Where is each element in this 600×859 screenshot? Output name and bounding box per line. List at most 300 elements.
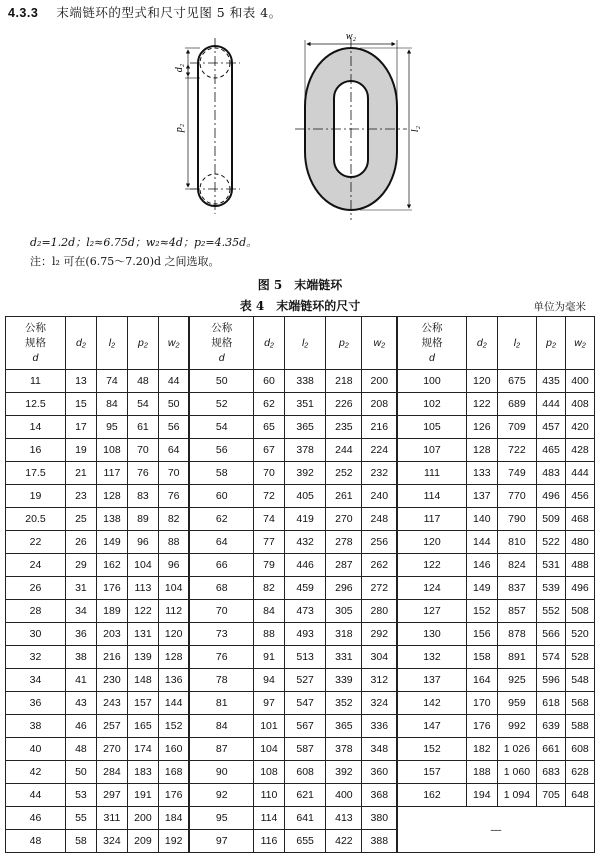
table-cell: 270 [326, 508, 362, 531]
table-row [6, 462, 595, 485]
table-cell: 194 [466, 784, 497, 807]
table-cell: 19 [6, 485, 66, 508]
table-cell: 19 [65, 439, 96, 462]
table-cell: 62 [189, 508, 253, 531]
p2-label: p₂ [174, 123, 185, 133]
table-cell: 43 [65, 692, 96, 715]
table-cell: 432 [284, 531, 325, 554]
table-cell: 56 [189, 439, 253, 462]
table-row [6, 370, 595, 393]
table-cell: 22 [6, 531, 66, 554]
table-cell: 639 [537, 715, 566, 738]
table-cell: 468 [566, 508, 595, 531]
table-cell: 548 [566, 669, 595, 692]
header-cell: l₂ [284, 317, 325, 370]
table-cell: 465 [537, 439, 566, 462]
table-cell: 522 [537, 531, 566, 554]
table-row [6, 485, 595, 508]
table-cell: 338 [284, 370, 325, 393]
table-cell: 587 [284, 738, 325, 761]
table-cell: 456 [566, 485, 595, 508]
table-cell: 596 [537, 669, 566, 692]
empty-cell: — [397, 807, 594, 853]
table-cell: 400 [566, 370, 595, 393]
header-cell: w₂ [362, 317, 397, 370]
table-cell: 16 [6, 439, 66, 462]
table-cell: 162 [96, 554, 127, 577]
table-cell: 26 [6, 577, 66, 600]
table-cell: 128 [158, 646, 189, 669]
table-cell: 200 [127, 807, 158, 830]
table-cell: 108 [253, 761, 284, 784]
table-cell: 148 [127, 669, 158, 692]
table-cell: 30 [6, 623, 66, 646]
table-cell: 689 [497, 393, 536, 416]
table-cell: 331 [326, 646, 362, 669]
d2-label: d₂ [174, 63, 185, 73]
table-cell: 70 [127, 439, 158, 462]
table-row [6, 416, 595, 439]
table-cell: 60 [189, 485, 253, 508]
table-cell: 120 [158, 623, 189, 646]
table-cell: 14 [6, 416, 66, 439]
table-cell: 130 [397, 623, 466, 646]
table-cell: 104 [127, 554, 158, 577]
table-cell: 144 [466, 531, 497, 554]
table-cell: 351 [284, 393, 325, 416]
table-cell: 38 [65, 646, 96, 669]
table-cell: 496 [566, 577, 595, 600]
table-cell: 44 [158, 370, 189, 393]
table-cell: 149 [466, 577, 497, 600]
table-cell: 837 [497, 577, 536, 600]
table-cell: 318 [326, 623, 362, 646]
table-cell: 235 [326, 416, 362, 439]
table-cell: 72 [253, 485, 284, 508]
table-cell: 112 [158, 600, 189, 623]
table-cell: 104 [158, 577, 189, 600]
table-cell: 140 [466, 508, 497, 531]
table-cell: 352 [326, 692, 362, 715]
table-cell: 857 [497, 600, 536, 623]
table-cell: 34 [6, 669, 66, 692]
table-cell: 24 [6, 554, 66, 577]
table-cell: 388 [362, 830, 397, 853]
table-cell: 312 [362, 669, 397, 692]
table-cell: 189 [96, 600, 127, 623]
table-cell: 176 [158, 784, 189, 807]
table-cell: 304 [362, 646, 397, 669]
table-cell: 126 [466, 416, 497, 439]
table-cell: 531 [537, 554, 566, 577]
table-cell: 566 [537, 623, 566, 646]
table-cell: 420 [566, 416, 595, 439]
table-cell: 104 [253, 738, 284, 761]
table-cell: 459 [284, 577, 325, 600]
table-cell: 82 [158, 508, 189, 531]
table-cell: 83 [127, 485, 158, 508]
table-cell: 88 [158, 531, 189, 554]
table-row [6, 623, 595, 646]
header-cell: l₂ [96, 317, 127, 370]
table-header-row [6, 317, 595, 370]
table-cell: 568 [566, 692, 595, 715]
table-cell: 232 [362, 462, 397, 485]
table-cell: 17 [65, 416, 96, 439]
table-cell: 82 [253, 577, 284, 600]
table-cell: 84 [96, 393, 127, 416]
table-cell: 162 [397, 784, 466, 807]
table-cell: 226 [326, 393, 362, 416]
table-cell: 261 [326, 485, 362, 508]
header-cell: p₂ [326, 317, 362, 370]
table-cell: 824 [497, 554, 536, 577]
table-cell: 76 [127, 462, 158, 485]
table-cell: 70 [189, 600, 253, 623]
table-cell: 165 [127, 715, 158, 738]
table-cell: 218 [326, 370, 362, 393]
table-cell: 40 [6, 738, 66, 761]
table-cell: 79 [253, 554, 284, 577]
table-cell: 102 [397, 393, 466, 416]
table-cell: 365 [326, 715, 362, 738]
table-cell: 272 [362, 577, 397, 600]
table-cell: 244 [326, 439, 362, 462]
table-cell: 1 060 [497, 761, 536, 784]
table-cell: 488 [566, 554, 595, 577]
end-link-drawing [0, 20, 600, 235]
table-cell: 133 [466, 462, 497, 485]
table-cell: 174 [127, 738, 158, 761]
table-cell: 480 [566, 531, 595, 554]
table-cell: 56 [158, 416, 189, 439]
table-cell: 378 [284, 439, 325, 462]
table-cell: 473 [284, 600, 325, 623]
l2-label: l₂ [410, 125, 421, 133]
table-cell: 496 [537, 485, 566, 508]
table-row [6, 393, 595, 416]
table-row [6, 554, 595, 577]
table-row [6, 439, 595, 462]
table-cell: 527 [284, 669, 325, 692]
figure-caption: 图 5 末端链环 [257, 278, 343, 292]
table-cell: 444 [537, 393, 566, 416]
table-cell: 44 [6, 784, 66, 807]
table-cell: 54 [189, 416, 253, 439]
table-cell: 528 [566, 646, 595, 669]
table-cell: 73 [189, 623, 253, 646]
table-cell: 147 [397, 715, 466, 738]
table-cell: 122 [397, 554, 466, 577]
table-cell: 164 [466, 669, 497, 692]
table-cell: 709 [497, 416, 536, 439]
table-cell: 891 [497, 646, 536, 669]
table-cell: 284 [96, 761, 127, 784]
table-cell: 53 [65, 784, 96, 807]
table-cell: 675 [497, 370, 536, 393]
table-cell: 547 [284, 692, 325, 715]
table-cell: 878 [497, 623, 536, 646]
table-cell: 160 [158, 738, 189, 761]
table-cell: 23 [65, 485, 96, 508]
table-cell: 419 [284, 508, 325, 531]
table-row [6, 531, 595, 554]
header-cell: p₂ [537, 317, 566, 370]
table-cell: 574 [537, 646, 566, 669]
table-cell: 54 [127, 393, 158, 416]
table-cell: 46 [65, 715, 96, 738]
table-cell: 567 [284, 715, 325, 738]
table-cell: 105 [397, 416, 466, 439]
table-cell: 17.5 [6, 462, 66, 485]
table-cell: 111 [397, 462, 466, 485]
table-cell: 78 [189, 669, 253, 692]
table-row [6, 577, 595, 600]
table-cell: 144 [158, 692, 189, 715]
table-cell: 378 [326, 738, 362, 761]
table-cell: 152 [397, 738, 466, 761]
header-cell: w₂ [158, 317, 189, 370]
table-caption: 表 4 末端链环的尺寸 [239, 299, 361, 313]
table-cell: 120 [397, 531, 466, 554]
table-row [6, 508, 595, 531]
table-cell: 278 [326, 531, 362, 554]
table-cell: 138 [96, 508, 127, 531]
table-cell: 188 [466, 761, 497, 784]
table-cell: 29 [65, 554, 96, 577]
table-cell: 280 [362, 600, 397, 623]
table-cell: 146 [466, 554, 497, 577]
table-row [6, 738, 595, 761]
table-cell: 137 [466, 485, 497, 508]
table-cell: 192 [158, 830, 189, 853]
table-cell: 36 [6, 692, 66, 715]
table-cell: 48 [127, 370, 158, 393]
table-cell: 270 [96, 738, 127, 761]
table-row [6, 692, 595, 715]
table-cell: 683 [537, 761, 566, 784]
table-cell: 108 [96, 439, 127, 462]
table-cell: 76 [189, 646, 253, 669]
table-cell: 90 [189, 761, 253, 784]
table-cell: 770 [497, 485, 536, 508]
table-cell: 128 [466, 439, 497, 462]
table-row [6, 784, 595, 807]
table-cell: 608 [566, 738, 595, 761]
table-cell: 493 [284, 623, 325, 646]
table-cell: 621 [284, 784, 325, 807]
table-cell: 513 [284, 646, 325, 669]
table-cell: 62 [253, 393, 284, 416]
table-cell: 58 [65, 830, 96, 853]
header-cell: d₂ [466, 317, 497, 370]
table-cell: 152 [158, 715, 189, 738]
table-cell: 96 [158, 554, 189, 577]
table-cell: 100 [397, 370, 466, 393]
table-cell: 1 026 [497, 738, 536, 761]
header-cell: w₂ [566, 317, 595, 370]
table-cell: 336 [362, 715, 397, 738]
table-cell: 94 [253, 669, 284, 692]
table-cell: 42 [6, 761, 66, 784]
table-cell: 208 [362, 393, 397, 416]
table-cell: 32 [6, 646, 66, 669]
table-cell: 11 [6, 370, 66, 393]
table-row [6, 646, 595, 669]
table-cell: 296 [326, 577, 362, 600]
table-cell: 203 [96, 623, 127, 646]
table-cell: 240 [362, 485, 397, 508]
table-cell: 13 [65, 370, 96, 393]
table-cell: 959 [497, 692, 536, 715]
table-cell: 435 [537, 370, 566, 393]
table-cell: 405 [284, 485, 325, 508]
table-cell: 618 [537, 692, 566, 715]
table-cell: 95 [189, 807, 253, 830]
section-number: 4.3.3 [8, 6, 39, 20]
w2-label: w₂ [345, 31, 357, 42]
table-cell: 34 [65, 600, 96, 623]
table-cell: 365 [284, 416, 325, 439]
table-cell: 120 [466, 370, 497, 393]
header-cell: 公称 规格 d [6, 317, 66, 370]
table-cell: 648 [566, 784, 595, 807]
table-row [6, 600, 595, 623]
table-cell: 36 [65, 623, 96, 646]
table-cell: 61 [127, 416, 158, 439]
table-cell: 114 [397, 485, 466, 508]
table-cell: 96 [127, 531, 158, 554]
table-cell: 136 [158, 669, 189, 692]
table-cell: 790 [497, 508, 536, 531]
table-cell: 400 [326, 784, 362, 807]
table-cell: 191 [127, 784, 158, 807]
table-cell: 92 [189, 784, 253, 807]
table-cell: 68 [189, 577, 253, 600]
table-cell: 20.5 [6, 508, 66, 531]
table-row [6, 807, 595, 830]
table-cell: 113 [127, 577, 158, 600]
table-cell: 124 [397, 577, 466, 600]
table-cell: 408 [566, 393, 595, 416]
table-cell: 87 [189, 738, 253, 761]
table-cell: 608 [284, 761, 325, 784]
table-cell: 348 [362, 738, 397, 761]
table-cell: 339 [326, 669, 362, 692]
table-cell: 149 [96, 531, 127, 554]
section-heading [8, 3, 282, 21]
table-cell: 292 [362, 623, 397, 646]
table-cell: 810 [497, 531, 536, 554]
table-cell: 392 [284, 462, 325, 485]
table-cell: 297 [96, 784, 127, 807]
table-cell: 132 [397, 646, 466, 669]
table-cell: 55 [65, 807, 96, 830]
table-cell: 168 [158, 761, 189, 784]
table-cell: 31 [65, 577, 96, 600]
table-cell: 74 [96, 370, 127, 393]
table-cell: 28 [6, 600, 66, 623]
table-cell: 262 [362, 554, 397, 577]
header-cell: p₂ [127, 317, 158, 370]
table-row [6, 669, 595, 692]
table-cell: 77 [253, 531, 284, 554]
table-cell: 248 [362, 508, 397, 531]
table-cell: 176 [466, 715, 497, 738]
table-cell: 200 [362, 370, 397, 393]
table-cell: 422 [326, 830, 362, 853]
table-cell: 287 [326, 554, 362, 577]
table-cell: 60 [253, 370, 284, 393]
table-cell: 157 [127, 692, 158, 715]
table-cell: 107 [397, 439, 466, 462]
table-cell: 117 [96, 462, 127, 485]
table-cell: 176 [96, 577, 127, 600]
header-cell: 公称 规格 d [397, 317, 466, 370]
header-cell: d₂ [253, 317, 284, 370]
front-view [295, 31, 421, 220]
table-cell: 127 [397, 600, 466, 623]
table-cell: 230 [96, 669, 127, 692]
table-cell: 128 [96, 485, 127, 508]
table-cell: 74 [253, 508, 284, 531]
table-cell: 705 [537, 784, 566, 807]
table-cell: 46 [6, 807, 66, 830]
table-cell: 52 [189, 393, 253, 416]
table-cell: 520 [566, 623, 595, 646]
table-cell: 137 [397, 669, 466, 692]
header-cell: 公称 规格 d [189, 317, 253, 370]
table-cell: 110 [253, 784, 284, 807]
table-cell: 628 [566, 761, 595, 784]
table-cell: 216 [96, 646, 127, 669]
table-cell: 182 [466, 738, 497, 761]
table-cell: 324 [96, 830, 127, 853]
table-cell: 392 [326, 761, 362, 784]
table-cell: 749 [497, 462, 536, 485]
unit-label: 单位为毫米 [533, 301, 586, 313]
table-row [6, 715, 595, 738]
table-cell: 457 [537, 416, 566, 439]
table-cell: 428 [566, 439, 595, 462]
header-cell: l₂ [497, 317, 536, 370]
table-cell: 50 [158, 393, 189, 416]
note: 注：l₂ 可在(6.75～7.20)d 之间选取。 [30, 255, 220, 268]
table-cell: 483 [537, 462, 566, 485]
table-cell: 641 [284, 807, 325, 830]
table-cell: 25 [65, 508, 96, 531]
table-cell: 588 [566, 715, 595, 738]
table-cell: 252 [326, 462, 362, 485]
table-cell: 539 [537, 577, 566, 600]
table-cell: 243 [96, 692, 127, 715]
table-cell: 131 [127, 623, 158, 646]
table-cell: 209 [127, 830, 158, 853]
table-cell: 50 [65, 761, 96, 784]
header-cell: d₂ [65, 317, 96, 370]
table-cell: 70 [253, 462, 284, 485]
table-cell: 183 [127, 761, 158, 784]
table-cell: 157 [397, 761, 466, 784]
table-cell: 380 [362, 807, 397, 830]
table-cell: 76 [158, 485, 189, 508]
table-cell: 509 [537, 508, 566, 531]
table-cell: 139 [127, 646, 158, 669]
table-cell: 65 [253, 416, 284, 439]
table-cell: 661 [537, 738, 566, 761]
table-cell: 95 [96, 416, 127, 439]
table-cell: 38 [6, 715, 66, 738]
